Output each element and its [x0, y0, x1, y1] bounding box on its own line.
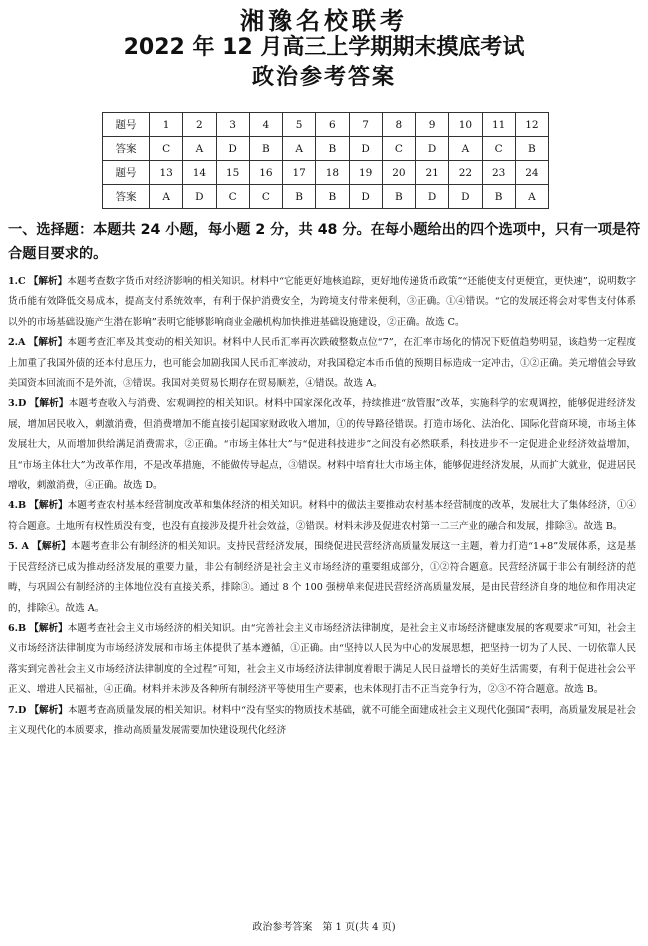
question-answer-key: 3.D [8, 398, 27, 410]
analysis-tag: 【解析】 [28, 337, 68, 349]
answer-cell: 23 [482, 161, 515, 185]
answer-cell: 2 [183, 113, 216, 137]
answer-cell: 13 [150, 161, 183, 185]
analysis-text: 本题考查非公有制经济的相关知识。支持民营经济发展，围绕促进民营经济高质量发展这一主题，着力打造“1+8”发展体系，这是基于民营经济已成为推动经济发展的重要力量，非公有制经济是社会主义市场经济的重要组成部分，①②符合题意。民营经济属于非公有制经济的范畴，与巩固公有制经济的主体地位没有直接关系，排除③。通过 8 个 100 强榜单来促进民营经济高质量发展，是由民营经济自身的地位和作用决定的，排除④。故选 A。 [8, 541, 636, 614]
answer-cell: A [150, 185, 183, 209]
answer-cell: B [283, 185, 316, 209]
answer-cell: A [183, 137, 216, 161]
row-label: 题号 [103, 161, 150, 185]
answer-cell: 7 [349, 113, 382, 137]
analysis-text: 本题考查高质量发展的相关知识。材料中“没有坚实的物质技术基础，就不可能全面建成社会主义现代化强国”表明，高质量发展是社会主义现代化的本质要求，推动高质量发展需要加快建设现代化经济 [8, 704, 636, 736]
answer-cell: D [449, 185, 482, 209]
row-label: 答案 [103, 137, 150, 161]
answer-cell: A [515, 185, 548, 209]
explanation-item [8, 537, 636, 619]
answer-cell: 15 [216, 161, 249, 185]
answer-cell: 6 [316, 113, 349, 137]
answer-cell: 9 [416, 113, 449, 137]
answer-cell: B [482, 185, 515, 209]
answer-cell: D [416, 137, 449, 161]
answer-cell: 10 [449, 113, 482, 137]
answer-cell: C [382, 137, 415, 161]
analysis-tag: 【解析】 [29, 398, 69, 410]
explanation-item [8, 619, 636, 701]
section-heading: 一、选择题：本题共 24 小题，每小题 2 分，共 48 分。在每小题给出的四个选项中，只有一项是符合题目要求的。 [8, 222, 641, 262]
row-label: 题号 [103, 113, 150, 137]
answer-table-row [103, 161, 549, 185]
answer-cell: 8 [382, 113, 415, 137]
answer-cell: D [416, 185, 449, 209]
answer-cell: B [249, 137, 282, 161]
answer-cell: 24 [515, 161, 548, 185]
analysis-text: 本题考查收入与消费、宏观调控的相关知识。材料中国家深化改革，持续推进“放管服”改革，实施科学的宏观调控，能够促进经济发展，增加居民收入，刺激消费，但消费增加不能直接引起国家财政收入增加，①的传导路径错误。打造市场化、法治化、国际化营商环境，市场主体发展壮大，从而增加供给满足消费需求，②正确。“市场主体壮大”与“促进科技进步”之间没有必然联系，科技进步不一定促进企业经济效益增加，且“市场主体壮大”为改革作用，不是改革措施，不能做传导起点，③错误。材料中培育壮大市场主体，能够促进经济发展，从而扩大就业，促进居民增收，刺激消费，④正确。故选 D。 [8, 398, 636, 492]
answer-cell: 4 [249, 113, 282, 137]
question-answer-key: 4.B [8, 500, 27, 512]
question-answer-key: 5. A [8, 541, 29, 553]
answer-cell: 14 [183, 161, 216, 185]
analysis-text: 本题考查汇率及其变动的相关知识。材料中人民币汇率再次跌破整数点位“7”，在汇率市场化的情况下贬值趋势明显，该趋势一定程度上加重了我国外债的还本付息压力，也可能会加剧我国人民币汇率波动，对我国稳定本币币值的预期目标造成一定冲击，①②正确。美元增值会导致美国资本回流而不是外流，③错误。我国对美贸易长期存在贸易顺差，④错误。故选 A。 [8, 337, 636, 390]
answer-cell: D [216, 137, 249, 161]
analysis-text: 本题考查农村基本经营制度改革和集体经济的相关知识。材料中的做法主要推动农村基本经营制度的改革，发展壮大了集体经济，①④符合题意。土地所有权性质没有变，也没有直接涉及提升社会效益，②错误。材料未涉及促进农村第一二三产业的融合和发展，排除③。故选 B。 [8, 500, 636, 532]
answer-cell: D [349, 185, 382, 209]
answer-cell: 19 [349, 161, 382, 185]
explanation-item [8, 272, 636, 333]
subject-title: 政治参考答案 [251, 65, 396, 90]
answer-cell: 16 [249, 161, 282, 185]
answer-cell: B [316, 185, 349, 209]
answer-cell: 3 [216, 113, 249, 137]
header-title: 湘豫名校联考 [240, 7, 408, 35]
answer-cell: 22 [449, 161, 482, 185]
explanation-item [8, 394, 636, 496]
exam-title: 2022 年 12 月高三上学期期末摸底考试 [123, 35, 525, 60]
explanation-item [8, 496, 636, 537]
answer-cell: A [449, 137, 482, 161]
row-label: 答案 [103, 185, 150, 209]
analysis-tag: 【解析】 [29, 622, 68, 634]
analysis-text: 本题考查社会主义市场经济的相关知识。由“完善社会主义市场经济法律制度，是社会主义市场经济健康发展的客观要求”可知，社会主义市场经济法律制度为市场经济发展和市场主体提供了基本遵循，①正确。由“坚持以人民为中心的发展思想，把坚持一切为了人民、一切依靠人民落实到完善社会主义市场经济法律制度的全过程”可知，社会主义市场经济法律制度着眼于满足人民日益增长的美好生活需要，有利于促进社会公平正义、增进人民福祉，④正确。材料并未涉及各种所有制经济平等使用生产要素，也未体现打击不正当竞争行为，②③不符合题意。故选 B。 [8, 622, 636, 696]
analysis-tag: 【解析】 [28, 276, 68, 287]
explanation-item [8, 701, 636, 742]
answer-cell: C [216, 185, 249, 209]
analysis-tag: 【解析】 [32, 541, 72, 553]
question-answer-key: 2.A [8, 337, 26, 349]
analysis-text: 本题考查数字货币对经济影响的相关知识。材料中“它能更好地核追踪，更好地传递货币政策”“还能使支付更便宜，更快速”，说明数字货币能有效降低交易成本，提高支付系统效率，有利于保护消费安全，为跨境支付带来便利，③正确。①④错误。“它的发展还将会对零售支付体系以外的市场基础设施产生潜在影响”表明它能够影响商业金融机构加快推进基础设施建设，②正确。故选 C。 [8, 276, 636, 328]
answer-cell: B [316, 137, 349, 161]
answer-cell: D [183, 185, 216, 209]
answer-cell: 5 [283, 113, 316, 137]
question-answer-key: 7.D [8, 704, 27, 716]
answer-table-row [103, 137, 549, 161]
answer-cell: B [515, 137, 548, 161]
answer-cell: 20 [382, 161, 415, 185]
answer-table-row [103, 185, 549, 209]
answer-cell: 12 [515, 113, 548, 137]
explanation-item [8, 333, 636, 394]
answer-table-row [103, 113, 549, 137]
answer-cell: 21 [416, 161, 449, 185]
answer-cell: C [482, 137, 515, 161]
analysis-tag: 【解析】 [29, 704, 68, 716]
explanations [8, 272, 636, 741]
page-footer: 政治参考答案 第 1 页(共 4 页) [252, 922, 396, 933]
answer-cell: A [283, 137, 316, 161]
answer-cell: B [382, 185, 415, 209]
answer-cell: 17 [283, 161, 316, 185]
question-answer-key: 6.B [8, 622, 27, 634]
answer-cell: 11 [482, 113, 515, 137]
analysis-tag: 【解析】 [29, 500, 68, 512]
answer-cell: C [249, 185, 282, 209]
answer-cell: 18 [316, 161, 349, 185]
answer-cell: 1 [150, 113, 183, 137]
answer-cell: D [349, 137, 382, 161]
answer-cell: C [150, 137, 183, 161]
answer-table [102, 112, 549, 209]
question-answer-key: 1.C [8, 276, 26, 287]
